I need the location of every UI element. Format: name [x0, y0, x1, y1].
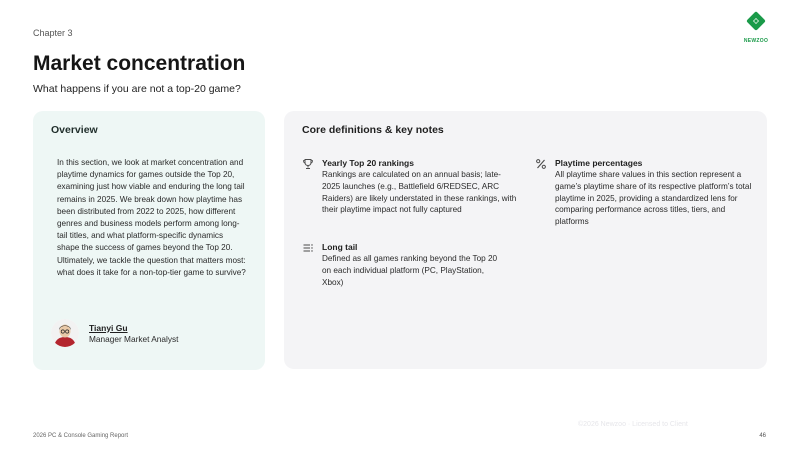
- page-subtitle: What happens if you are not a top-20 game?: [33, 83, 241, 95]
- watermark: ©2026 Newzoo · Licensed to Client: [578, 421, 688, 428]
- list-icon: [302, 242, 314, 254]
- newzoo-logo: [742, 10, 770, 44]
- chapter-label: Chapter 3: [33, 28, 73, 38]
- definition-title: Long tail: [322, 242, 358, 252]
- author-photo-icon: [51, 319, 79, 347]
- overview-body: In this section, we look at market concentration and playtime dynamics for games outside the Top 20, examining just how viable and enduring the long tail remains in 2025. We break down how playtime has been distributed from 2022 to 2025, how different genres and business models perform among long-tail titles, and what platform-specific dynamics shape the success of games beyond the Top 20. Ultimately, we tackle the question that matters most: what does it take for a non-top-tier game to survive?: [57, 158, 246, 277]
- avatar: [51, 319, 79, 347]
- percent-icon: [535, 158, 547, 170]
- logo-wordmark: NEWZOO: [743, 38, 769, 44]
- definition-body: Rankings are calculated on an annual basis; late-2025 launches (e.g., Battlefield 6/REDSEC, ARC Raiders) are likely understated in these rankings, with their playtime impact not fully captured: [322, 170, 517, 215]
- author-role: Manager Market Analyst: [89, 333, 179, 344]
- author-name-link[interactable]: Tianyi Gu: [89, 322, 128, 333]
- definition-body: All playtime share values in this section represent a game’s playtime share of its respective platform’s total playtime in 2025, providing a standardized lens for comparing performance across titles, tiers, and platforms: [555, 170, 752, 227]
- overview-heading: Overview: [51, 124, 98, 136]
- page-number: 46: [759, 433, 766, 439]
- author-block: [51, 319, 178, 347]
- definitions-heading: Core definitions & key notes: [302, 124, 444, 136]
- page-title: Market concentration: [33, 52, 246, 75]
- definition-title: Yearly Top 20 rankings: [322, 158, 414, 168]
- definition-body: Defined as all games ranking beyond the Top 20 on each individual platform (PC, PlayStation, Xbox): [322, 254, 498, 287]
- trophy-icon: [302, 158, 314, 170]
- footer-report-name: 2026 PC & Console Gaming Report: [33, 433, 129, 439]
- newzoo-logo-icon: [745, 10, 767, 32]
- overview-panel: [33, 111, 265, 370]
- definitions-panel: [284, 111, 767, 369]
- definition-title: Playtime percentages: [555, 158, 643, 168]
